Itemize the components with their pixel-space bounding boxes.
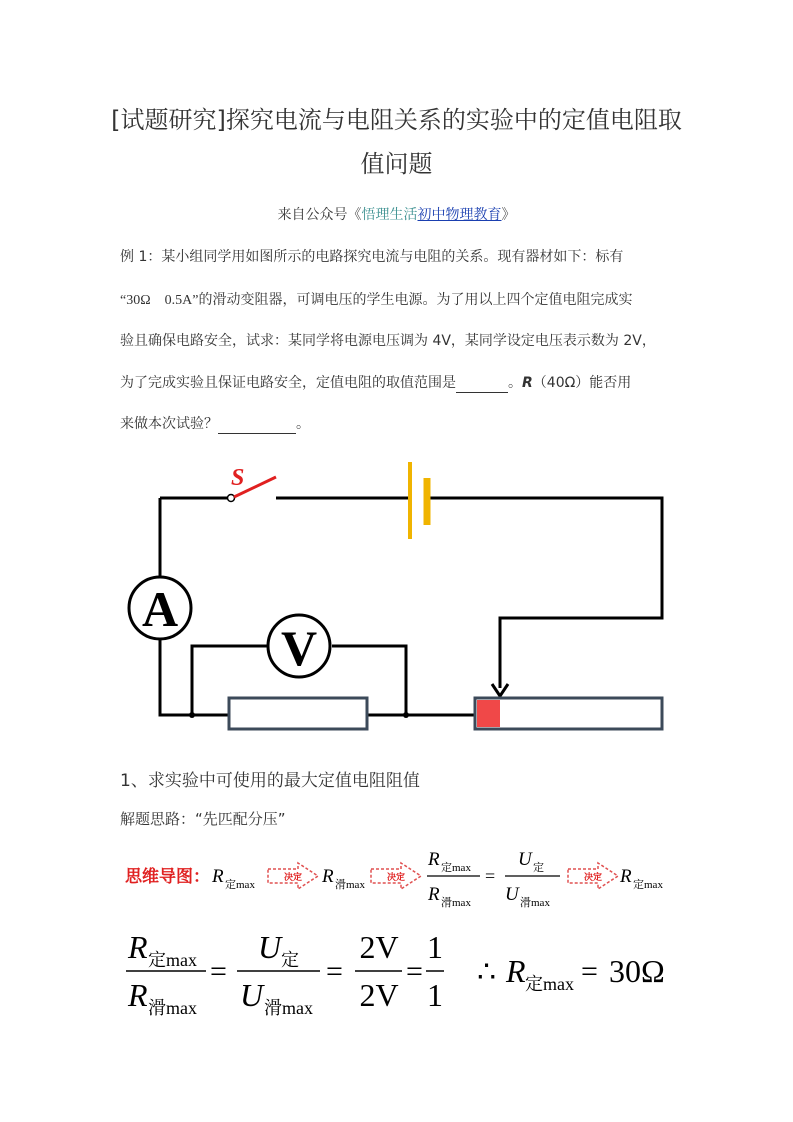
source-suffix: 》 [501, 207, 516, 223]
mm-r2: R [322, 866, 334, 887]
section-heading: 1、求实验中可使用的最大定值电阻阻值 [120, 771, 420, 791]
problem-line-4-a: 为了完成实验且保证电路安全，定值电阻的取值范围是 [120, 375, 456, 391]
decides-arrow-1 [268, 863, 318, 889]
junction-left [189, 712, 195, 718]
f-therefore: ∴ [477, 956, 497, 989]
f-frac2-den-u: U [240, 977, 264, 1013]
f-frac2-num-sub: 定 [281, 950, 299, 970]
mm-r1-sub: 定max [225, 879, 255, 891]
source-prefix: 来自公众号《 [277, 207, 362, 223]
wire-top-right [428, 498, 662, 688]
fixed-resistor [229, 698, 367, 729]
decides-arrow-2 [371, 863, 421, 889]
title-line-1: [试题研究]探究电流与电阻关系的实验中的定值电阻取 [111, 106, 682, 134]
mm-frac1-den-r: R [428, 884, 440, 905]
problem-line-5-a: 来做本次试验？ [120, 416, 218, 432]
source-link[interactable]: 初中物理教育 [417, 207, 502, 223]
mind-map [0, 840, 793, 920]
source-highlight: 悟理生活 [361, 207, 418, 223]
f-eq-3: = [406, 955, 423, 988]
decides-arrow-3 [568, 863, 618, 889]
f-result-sub: 定max [525, 974, 574, 994]
switch-label: S [231, 465, 245, 491]
svg-text:决定: 决定 [283, 873, 303, 883]
problem-line-1: 例 1：某小组同学用如图所示的电路探究电流与电阻的关系。现有器材如下：标有 [120, 249, 624, 265]
f-frac1-num-sub: 定max [148, 950, 197, 970]
rheostat-spec: “30Ω 0.5A” [120, 293, 199, 308]
f-frac1-den-r: R [128, 977, 148, 1013]
mm-frac1-den-sub: 滑max [441, 897, 471, 909]
f-frac1-num-r: R [128, 929, 148, 965]
mm-frac1-num-sub: 定max [441, 862, 471, 874]
mind-map-label: 思维导图： [125, 867, 210, 887]
solution-idea: 解题思路：“先匹配分压” [120, 810, 286, 828]
mm-equals: = [485, 866, 496, 886]
f-frac2-num-u: U [258, 929, 282, 965]
mm-frac2-den-u: U [505, 884, 519, 905]
resistor-symbol: R [522, 375, 533, 391]
f-frac4-den: 1 [427, 977, 443, 1013]
ammeter-label: A [141, 581, 179, 637]
f-result-value: 30Ω [609, 953, 665, 989]
title-line-2: 值问题 [360, 150, 433, 178]
rheostat-slider [477, 700, 500, 727]
mm-r2-sub: 滑max [335, 879, 365, 891]
problem-line-4-c: （40Ω）能否用 [532, 375, 632, 391]
mm-r3-sub: 定max [633, 879, 663, 891]
f-eq-1: = [210, 955, 227, 988]
mm-frac1-num-r: R [428, 849, 440, 870]
problem-line-5-b: 。 [296, 416, 310, 432]
f-frac3-den: 2V [359, 977, 399, 1013]
problem-line-4-b: 。 [508, 375, 522, 391]
junction-right [403, 712, 409, 718]
svg-text:决定: 决定 [583, 873, 603, 883]
f-result-r: R [506, 953, 526, 989]
main-formula [0, 920, 793, 1030]
f-frac1-den-sub: 滑max [148, 998, 197, 1018]
mm-frac2-num-sub: 定 [533, 862, 544, 874]
mm-r1: R [212, 866, 224, 887]
mm-r3: R [620, 866, 632, 887]
problem-line-2-rest: 的滑动变阻器，可调电压的学生电源。为了用以上四个定值电阻完成实 [198, 292, 633, 308]
rheostat [475, 698, 662, 729]
mm-frac2-num-u: U [518, 849, 532, 870]
voltmeter-label: V [280, 620, 318, 676]
mm-frac2-den-sub: 滑max [520, 897, 550, 909]
f-eq-2: = [326, 955, 343, 988]
svg-text:决定: 决定 [386, 873, 406, 883]
problem-line-3: 验且确保电路安全，试求：某同学将电源电压调为 4V，某同学设定电压表示数为 2V， [120, 333, 656, 349]
switch-pivot [228, 495, 235, 502]
f-result-eq: = [581, 955, 598, 988]
f-frac4-num: 1 [427, 929, 443, 965]
f-frac2-den-sub: 滑max [264, 998, 313, 1018]
f-frac3-num: 2V [359, 929, 399, 965]
